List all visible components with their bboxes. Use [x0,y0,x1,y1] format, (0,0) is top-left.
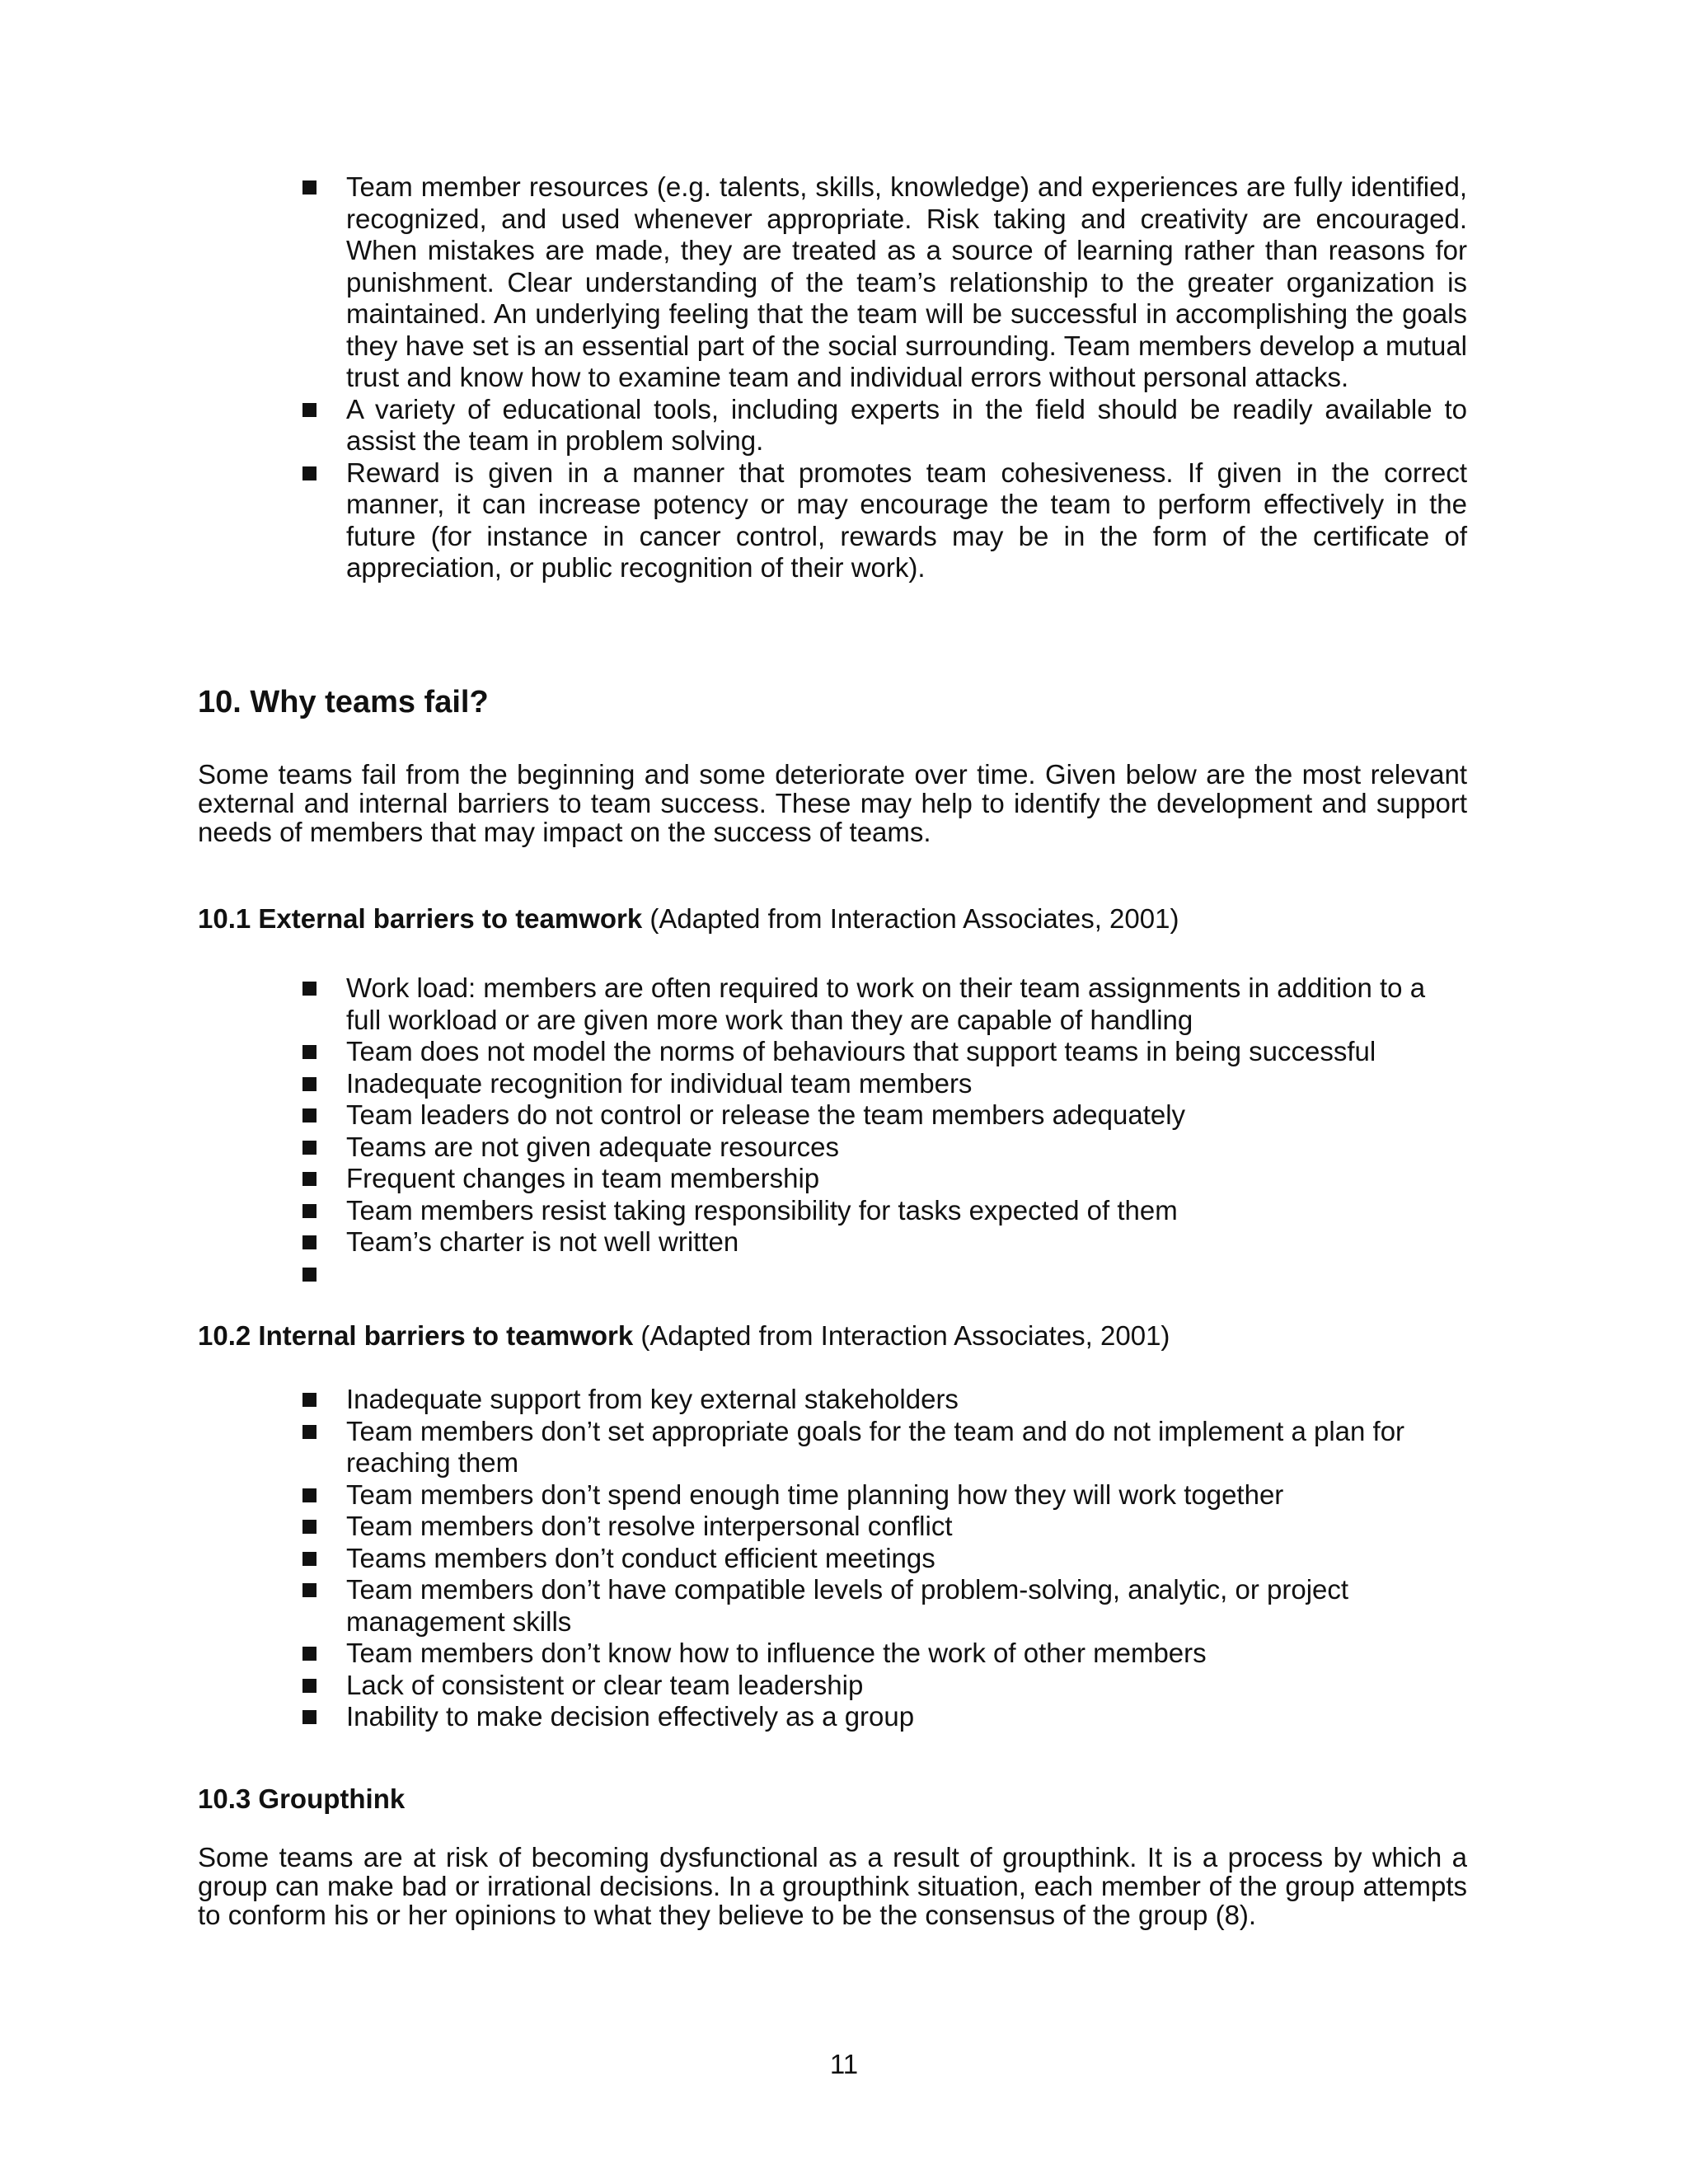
internal-barriers-heading [198,1320,1467,1352]
list-item: Lack of consistent or clear team leadership [300,1670,1467,1702]
internal-barriers-title: 10.2 Internal barriers to teamwork [198,1320,634,1351]
list-item: Teams are not given adequate resources [300,1132,1467,1164]
section-heading-why-teams-fail: 10. Why teams fail? [198,685,489,719]
list-item: Team members don’t set appropriate goals for the team and do not implement a plan for reaching them [300,1416,1467,1479]
external-barriers-list [300,972,1467,1290]
list-item: Team does not model the norms of behaviours that support teams in being successful [300,1036,1467,1068]
list-item: Inadequate recognition for individual team members [300,1068,1467,1100]
list-item: Team’s charter is not well written [300,1226,1467,1258]
internal-barriers-list [300,1384,1467,1733]
list-item: Teams members don’t conduct efficient meetings [300,1543,1467,1575]
groupthink-title: 10.3 Groupthink [198,1783,406,1814]
section-intro-paragraph: Some teams fail from the beginning and some deteriorate over time. Given below are the most relevant external and internal barriers to team success. These may help to identify the development and support needs of members that may impact on the success of teams. [198,759,1467,847]
list-item: Team leaders do not control or release the team members adequately [300,1099,1467,1132]
list-item: A variety of educational tools, including experts in the field should be readily available to assist the team in problem solving. [300,394,1467,457]
top-bullet-list [300,171,1467,584]
list-item: Inability to make decision effectively as a group [300,1701,1467,1733]
list-item: Team members don’t have compatible levels of problem-solving, analytic, or project management skills [300,1574,1467,1638]
groupthink-heading [198,1783,1467,1815]
list-item: Team members don’t spend enough time planning how they will work together [300,1479,1467,1511]
list-item: Reward is given in a manner that promotes team cohesiveness. If given in the correct manner, it can increase potency or may encourage the team to perform effectively in the future (for instance in cancer control, rewards may be in the form of the certificate of appreciation, or public recognition of their work). [300,457,1467,584]
list-item: Work load: members are often required to work on their team assignments in addition to a full workload or are given more work than they are capable of handling [300,972,1467,1036]
external-barriers-heading [198,903,1467,935]
external-barriers-title: 10.1 External barriers to teamwork [198,903,643,934]
external-barriers-source: (Adapted from Interaction Associates, 2001) [642,903,1179,934]
list-item: Team members don’t know how to influence the work of other members [300,1638,1467,1670]
list-item: Team members don’t resolve interpersonal conflict [300,1511,1467,1543]
list-item: Inadequate support from key external stakeholders [300,1384,1467,1416]
groupthink-paragraph: Some teams are at risk of becoming dysfunctional as a result of groupthink. It is a process by which a group can make bad or irrational decisions. In a groupthink situation, each member of the group attempts to conform his or her opinions to what they believe to be the consensus of the group (8). [198,1842,1467,1930]
list-item: Team members resist taking responsibility for tasks expected of them [300,1195,1467,1227]
list-item: Frequent changes in team membership [300,1163,1467,1195]
page-number: 11 [829,2049,859,2079]
internal-barriers-source: (Adapted from Interaction Associates, 2001) [633,1320,1170,1351]
list-item: Team member resources (e.g. talents, skills, knowledge) and experiences are fully identified, recognized, and used whenever appropriate. Risk taking and creativity are encouraged. When mistakes are made, they are treated as a source of learning rather than reasons for punishment. Clear understanding of the team’s relationship to the greater organization is maintained. An underlying feeling that the team will be successful in accomplishing the goals they have set is an essential part of the social surrounding. Team members develop a mutual trust and know how to examine team and individual errors without personal attacks. [300,171,1467,394]
list-item-empty [300,1258,1467,1291]
